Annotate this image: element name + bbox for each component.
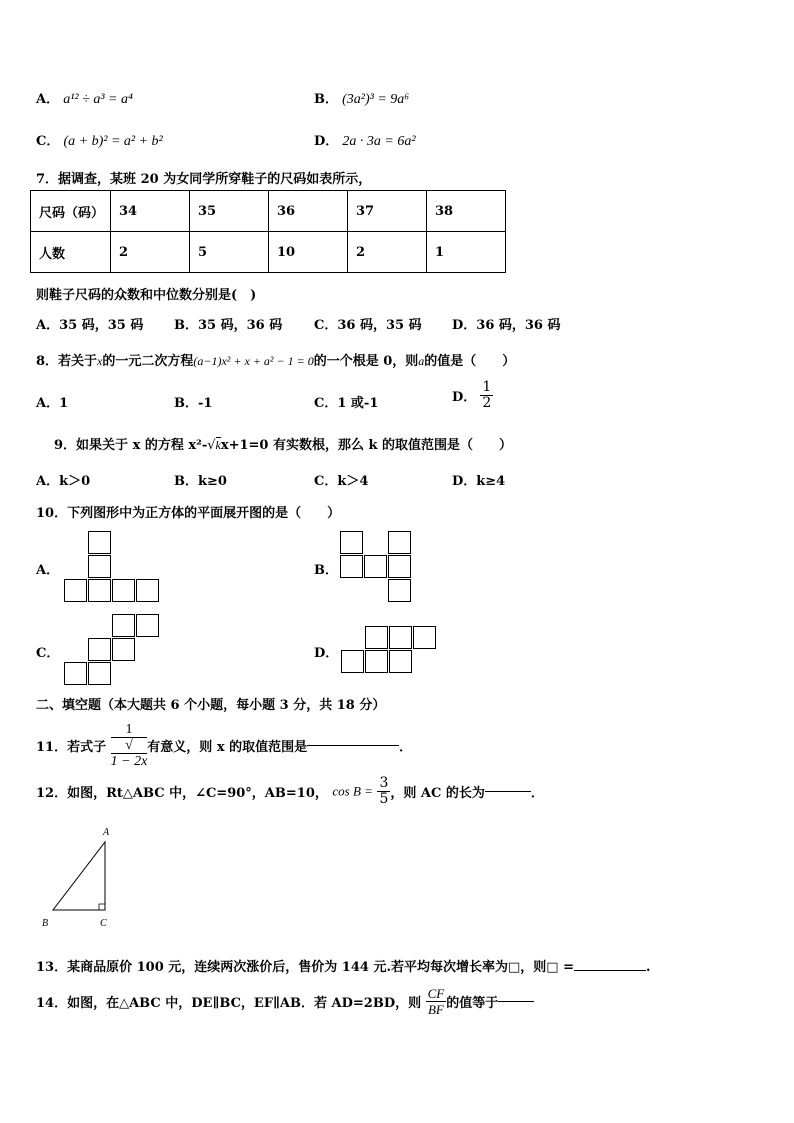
table-cell: 36 (269, 191, 348, 232)
q9-stem-post: x+1=0 有实数根，那么 k 的取值范围是（ ） (220, 438, 513, 453)
table-row (31, 191, 506, 232)
q10-label-a: A． (36, 563, 60, 578)
net-square (88, 531, 111, 554)
q7-option-d: D．36 码，36 码 (452, 318, 561, 333)
net-square (88, 638, 111, 661)
vertex-label-b: B (42, 918, 49, 929)
net-square (388, 531, 411, 554)
q14-post: 的值等于 (446, 996, 499, 1011)
table-cell: 尺码（码） (31, 191, 111, 232)
q14-answer-blank[interactable] (498, 1001, 534, 1002)
net-square (136, 579, 159, 602)
q9-option-c: C．k＞4 (314, 474, 369, 489)
q14-pre: 14．如图，在△ABC 中，DE∥BC，EF∥AB．若 AD=2BD，则 (36, 996, 422, 1011)
q6-b-label: B． (314, 92, 338, 107)
table-row (31, 232, 506, 273)
fraction-denominator: 2 (482, 395, 492, 411)
net-square (364, 555, 387, 578)
q12 (36, 776, 544, 807)
q7-option-b: B．35 码，36 码 (174, 318, 283, 333)
q10-stem: 10．下列图形中为正方体的平面展开图的是（ ） (36, 506, 341, 521)
table-cell: 5 (190, 232, 269, 273)
q6-c-expr: (a + b)² = a² + b² (63, 134, 163, 149)
q9-sqrt-k: k (215, 438, 221, 452)
q9-stem (54, 434, 512, 453)
net-square (88, 579, 111, 602)
q13-answer-blank[interactable] (574, 970, 646, 971)
q9-option-b: B．k≥0 (174, 474, 227, 489)
q6-a-expr: a¹² ÷ a³ = a⁴ (63, 92, 133, 107)
q12-post: ，则 AC 的长为 (390, 786, 485, 801)
q9-option-a: A．k＞0 (36, 474, 91, 489)
q13-text: 13．某商品原价 100 元，连续两次涨价后，售价为 144 元.若平均每次增长率为□，则□ = (36, 960, 574, 975)
q8-option-c: C．1 或-1 (314, 396, 379, 411)
q12-pre: 12．如图，Rt△ABC 中，∠C=90°，AB=10， (36, 786, 328, 801)
q8-stem-post: 的一个根是 0，则 (313, 354, 419, 369)
net-square (341, 650, 364, 673)
sqrt-icon: √ (125, 738, 133, 753)
fraction-numerator: 1 (111, 722, 148, 738)
q7-stem: 7．据调查，某班 20 为女同学所穿鞋子的尺码如表所示， (36, 172, 372, 187)
q11 (36, 722, 412, 769)
net-square (112, 579, 135, 602)
section-2-title: 二、填空题（本大题共 6 个小题，每小题 3 分，共 18 分） (36, 698, 386, 713)
shoe-size-table (30, 190, 506, 273)
q8-d-fraction (480, 380, 493, 411)
fraction-denominator (111, 738, 148, 769)
q8-equation: (a−1)x² + x + a² − 1 = 0 (193, 354, 314, 368)
net-square (389, 626, 412, 649)
table-cell: 34 (111, 191, 190, 232)
q11-post: 有意义，则 x 的取值范围是 (147, 740, 308, 755)
q10-label-b: B． (314, 563, 338, 578)
fraction-numerator: 1 (482, 379, 492, 395)
table-cell: 37 (348, 191, 427, 232)
table-cell: 10 (269, 232, 348, 273)
q8-var-a: a (418, 354, 425, 368)
net-square (112, 638, 135, 661)
q10-label-d: D． (314, 646, 339, 661)
q6-option-b (314, 88, 409, 108)
right-angle-mark (99, 904, 105, 910)
q12-end: ． (530, 786, 544, 801)
q6-d-expr: 2a · 3a = 6a² (342, 134, 416, 149)
net-square (88, 555, 111, 578)
q6-option-d (314, 130, 416, 150)
q6-d-label: D． (314, 134, 339, 149)
q7-option-c: C．36 码，35 码 (314, 318, 422, 333)
net-square (365, 650, 388, 673)
q6-b-expr: (3a²)³ = 9a⁶ (342, 92, 410, 107)
q7-question: 则鞋子尺码的众数和中位数分别是( ) (36, 288, 257, 303)
triangle-abc (53, 842, 105, 910)
net-square (64, 662, 87, 685)
q6-option-c (36, 130, 163, 150)
q11-end: ． (399, 740, 413, 755)
q6-a-label: A． (36, 92, 60, 107)
q10-label-c: C． (36, 646, 60, 661)
net-square (112, 614, 135, 637)
q8-stem-pre: 8．若关于 (36, 354, 98, 369)
q11-fraction (111, 722, 148, 769)
net-square (413, 626, 436, 649)
net-square (365, 626, 388, 649)
net-square (340, 531, 363, 554)
q14 (36, 986, 534, 1017)
q14-fraction (426, 986, 447, 1017)
net-square (340, 555, 363, 578)
net-square (388, 579, 411, 602)
net-square (64, 579, 87, 602)
sqrt-icon: √ (207, 438, 216, 453)
table-cell: 2 (348, 232, 427, 273)
q8-option-d (452, 380, 493, 411)
q11-radicand: 1 − 2x (110, 754, 148, 769)
table-cell: 38 (427, 191, 506, 232)
q6-c-label: C． (36, 134, 60, 149)
net-square (388, 555, 411, 578)
table-cell: 1 (427, 232, 506, 273)
q13 (36, 956, 651, 975)
q9-stem-pre: 9．如果关于 x 的方程 x²- (54, 438, 208, 453)
q12-cos: cos B = (332, 783, 373, 799)
table-cell: 2 (111, 232, 190, 273)
q8-d-label: D． (452, 390, 477, 405)
net-square (88, 662, 111, 685)
net-square (389, 650, 412, 673)
q8-option-a: A．1 (36, 396, 69, 411)
q8-stem (36, 350, 515, 369)
q7-option-a: A．35 码，35 码 (36, 318, 144, 333)
q8-stem-mid: 的一元二次方程 (102, 354, 194, 369)
q12-answer-blank[interactable] (485, 791, 531, 792)
table-cell: 35 (190, 191, 269, 232)
vertex-label-c: C (100, 918, 107, 929)
q8-option-b: B．-1 (174, 396, 213, 411)
fraction-numerator: 3 (379, 775, 389, 791)
q9-option-d: D．k≥4 (452, 474, 506, 489)
q11-answer-blank[interactable] (307, 745, 399, 746)
fraction-denominator: 5 (379, 791, 389, 807)
vertex-label-a: A (103, 827, 110, 838)
net-square (136, 614, 159, 637)
q8-var-x: x (97, 354, 103, 368)
q12-fraction (377, 776, 390, 807)
table-cell: 人数 (31, 232, 111, 273)
fraction-denominator: BF (427, 1002, 444, 1017)
q11-pre: 11．若式子 (36, 740, 107, 755)
triangle-figure (36, 822, 126, 932)
q13-end: . (645, 960, 651, 975)
fraction-numerator: CF (427, 986, 445, 1001)
q6-option-a (36, 88, 133, 108)
q8-stem-end: 的值是（ ） (424, 354, 516, 369)
